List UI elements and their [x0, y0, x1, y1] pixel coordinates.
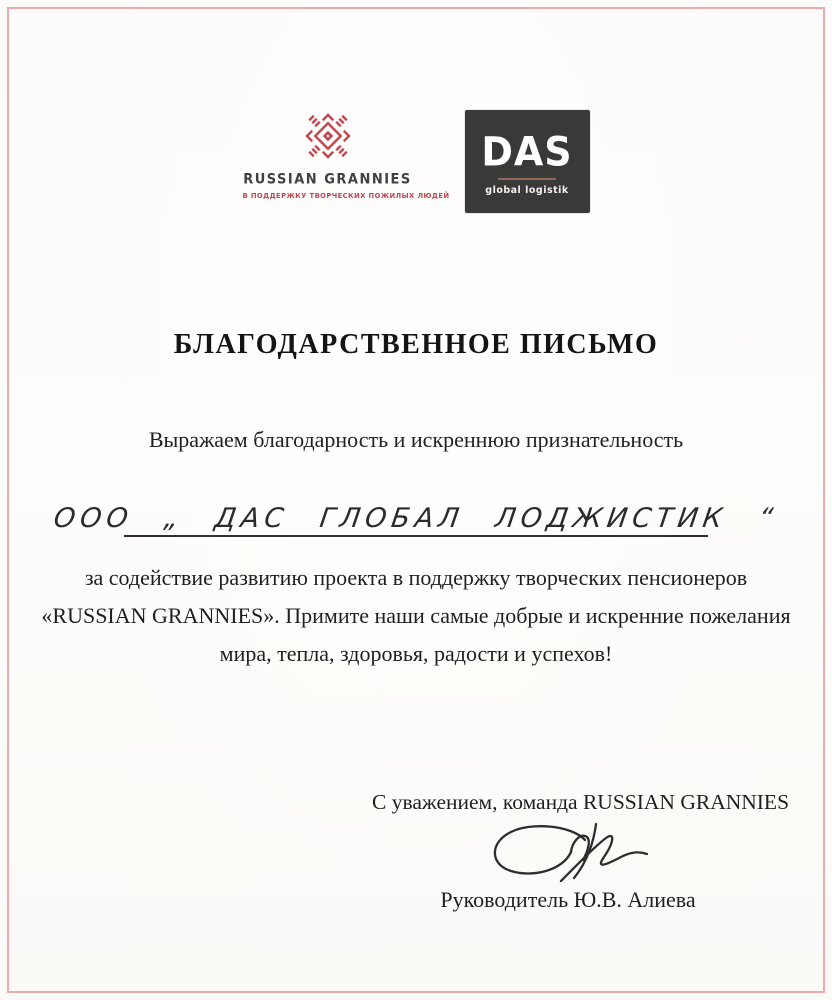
closing-block	[372, 790, 790, 913]
body-line-3: мира, тепла, здоровья, радости и успехов!	[219, 641, 613, 666]
header-logos	[0, 110, 832, 213]
body-paragraph	[0, 559, 832, 673]
slavic-ornament-icon	[304, 110, 352, 162]
body-line-2: «RUSSIAN GRANNIES». Примите наши самые добрые и искренние пожелания	[41, 603, 791, 628]
das-logo	[465, 110, 590, 213]
letter-title: БЛАГОДАРСТВЕННОЕ ПИСЬМО	[173, 329, 659, 360]
intro-line: Выражаем благодарность и искреннюю признательность	[148, 427, 684, 452]
recipient-block	[0, 503, 832, 537]
recipient-underline	[124, 535, 708, 537]
russian-grannies-name: RUSSIAN GRANNIES	[243, 171, 412, 188]
signature-scribble-icon	[473, 819, 663, 885]
russian-grannies-tagline: В ПОДДЕРЖКУ ТВОРЧЕСКИХ ПОЖИЛЫХ ЛЮДЕЙ	[242, 192, 450, 200]
signatory-line: Руководитель Ю.В. Алиева	[440, 887, 696, 912]
body-line-1: за содействие развитию проекта в поддержку творческих пенсионеров	[84, 565, 748, 590]
russian-grannies-logo	[242, 110, 450, 200]
das-wordmark: DAS	[481, 128, 573, 176]
closing-line: С уважением, команда RUSSIAN GRANNIES	[372, 790, 790, 814]
recipient-handwritten-text: ООО „ ДАС ГЛОБАЛ ЛОДЖИСТИК “	[52, 503, 780, 534]
das-divider-line	[498, 178, 556, 180]
das-subtitle: global logistik	[485, 185, 569, 196]
